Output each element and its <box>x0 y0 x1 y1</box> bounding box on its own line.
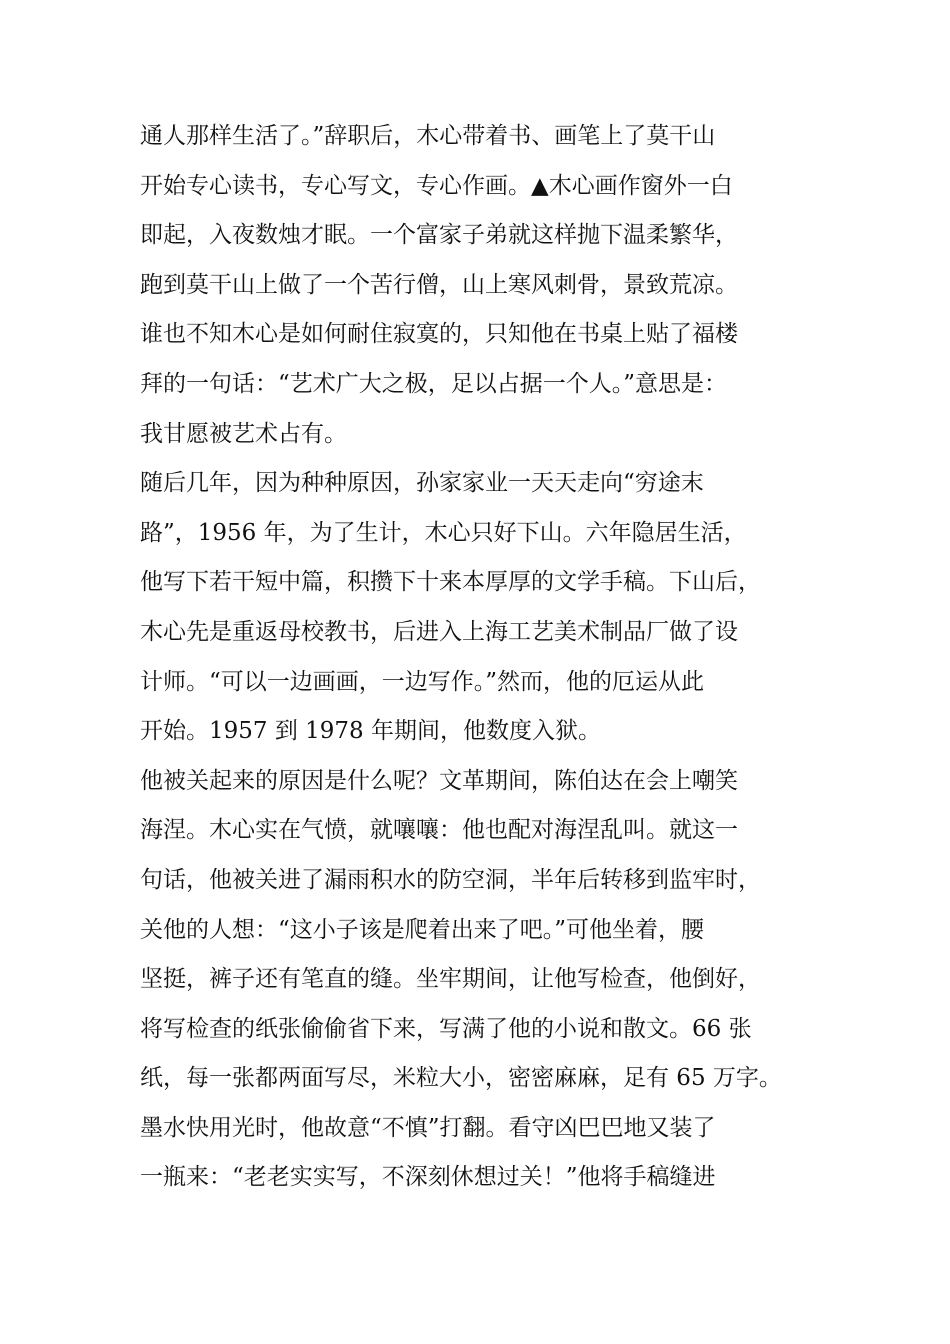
text-line: 路”，1956 年，为了生计，木心只好下山。六年隐居生活， <box>140 519 747 546</box>
text-line: 纸，每一张都两面写尽，米粒大小，密密麻麻，足有 65 万字。 <box>140 1065 782 1092</box>
text-line: 木心先是重返母校教书，后进入上海工艺美术制品厂做了设 <box>140 618 738 645</box>
text-line: 计师。“可以一边画画，一边写作。”然而，他的厄运从此 <box>140 668 705 695</box>
text-line: 开始。1957 到 1978 年期间，他数度入狱。 <box>140 718 601 745</box>
text-line: 一瓶来：“老老实实写，不深刻休想过关！”他将手稿缝进 <box>140 1164 716 1191</box>
text-line: 谁也不知木心是如何耐住寂寞的，只知他在书桌上贴了福楼 <box>140 321 738 348</box>
text-line: 将写检查的纸张偷偷省下来，写满了他的小说和散文。66 张 <box>140 1015 752 1042</box>
text-line: 拜的一句话：“艺术广大之极，足以占据一个人。”意思是： <box>140 370 728 397</box>
text-line: 句话，他被关进了漏雨积水的防空洞，半年后转移到监牢时， <box>140 866 761 893</box>
text-line: 通人那样生活了。”辞职后，木心带着书、画笔上了莫干山 <box>140 123 716 149</box>
text-line: 海涅。木心实在气愤，就嚷嚷：他也配对海涅乱叫。就这一 <box>140 817 738 844</box>
text-line: 墨水快用光时，他故意“不慎”打翻。看守凶巴巴地又装了 <box>140 1114 716 1141</box>
text-line: 随后几年，因为种种原因，孙家家业一天天走向“穷途末 <box>140 470 704 497</box>
text-line: 坚挺，裤子还有笔直的缝。坐牢期间，让他写检查，他倒好， <box>140 966 761 993</box>
text-line: 我甘愿被艺术占有。 <box>140 420 347 447</box>
body-text <box>140 112 840 1203</box>
text-line: 跑到莫干山上做了一个苦行僧，山上寒风刺骨，景致荒凉。 <box>140 271 738 298</box>
text-line: 他被关起来的原因是什么呢？文革期间，陈伯达在会上嘲笑 <box>140 767 738 794</box>
text-line: 关他的人想：“这小子该是爬着出来了吧。”可他坐着，腰 <box>140 916 705 943</box>
text-line: 他写下若干短中篇，积攒下十来本厚厚的文学手稿。下山后， <box>140 569 761 596</box>
text-line: 即起，入夜数烛才眠。一个富家子弟就这样抛下温柔繁华， <box>140 222 738 249</box>
text-line: 开始专心读书，专心写文，专心作画。▲木心画作窗外一白 <box>140 172 733 199</box>
